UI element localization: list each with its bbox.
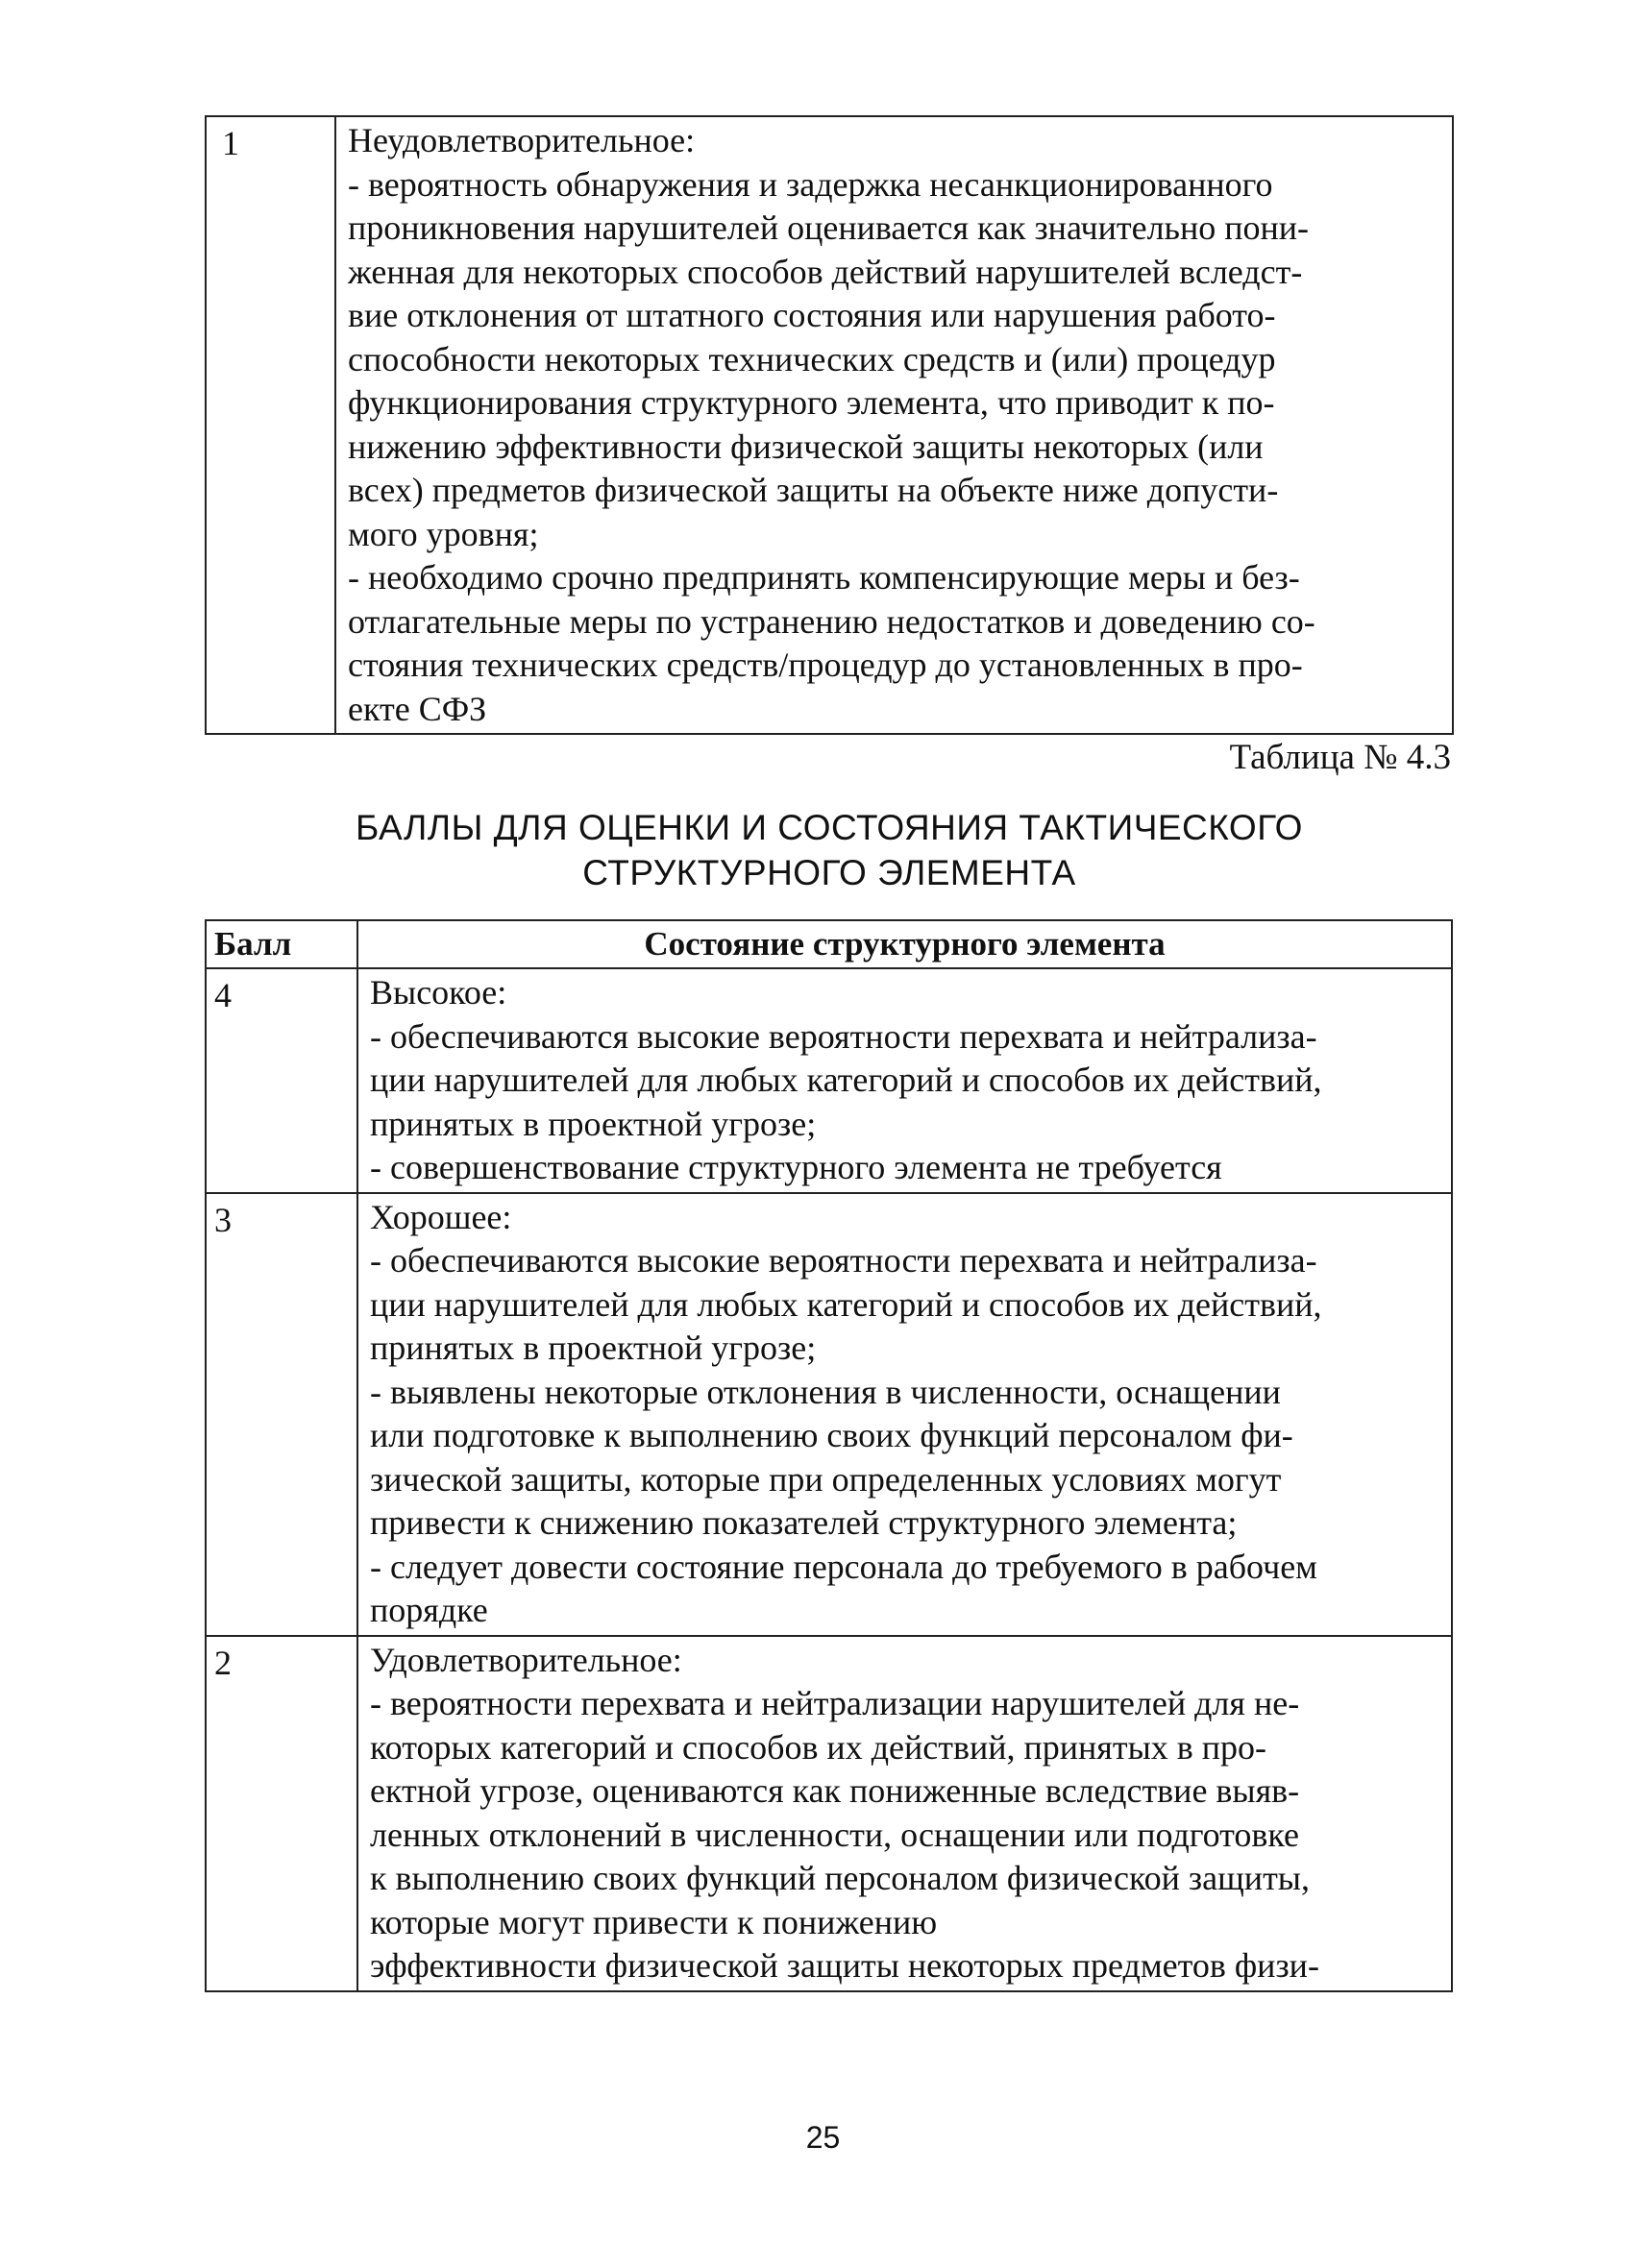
table-row (206, 1636, 1452, 1991)
table-row (206, 968, 1452, 1193)
description-line: к выполнению своих функций персоналом физической защиты, (370, 1859, 1310, 1897)
description-line: - необходимо срочно предпринять компенсирующие меры и без- (348, 558, 1300, 597)
title-line: БАЛЛЫ ДЛЯ ОЦЕНКИ И СОСТОЯНИЯ ТАКТИЧЕСКОГО (356, 808, 1303, 847)
table-row (206, 1193, 1452, 1636)
table-caption: Таблица № 4.3 (1229, 738, 1451, 777)
score-cell: 4 (206, 968, 357, 1193)
description-line: всех) предметов физической защиты на объекте ниже допусти- (348, 471, 1279, 509)
description-line: способности некоторых технических средств и (или) процедур (348, 339, 1276, 378)
state-description-cell (357, 968, 1452, 1193)
description-line: принятых в проектной угрозе; (370, 1329, 817, 1367)
description-line: стояния технических средств/процедур до установленных в про- (348, 646, 1303, 684)
description-line: - вероятность обнаружения и задержка несанкционированного (348, 164, 1273, 204)
description-line: нижению эффективности физической защиты некоторых (или (348, 427, 1264, 466)
description-line: ектной угрозе, оцениваются как пониженные вследствие выяв- (370, 1771, 1300, 1810)
description-line: ленных отклонений в численности, оснащении или подготовке (370, 1815, 1299, 1854)
description-line: ции нарушителей для любых категорий и способов их действий, (370, 1061, 1322, 1099)
description-line: отлагательные меры по устранению недостатков и доведению со- (348, 601, 1315, 641)
description-line: екте СФЗ (348, 689, 487, 728)
description-line: - обеспечиваются высокие вероятности перехвата и нейтрализа- (370, 1241, 1317, 1280)
score-cell: 1 (206, 116, 335, 734)
description-line: зической защиты, которые при определенных условиях могут (370, 1459, 1282, 1499)
description-line: ции нарушителей для любых категорий и способов их действий, (370, 1284, 1322, 1324)
description-line: порядке (370, 1591, 488, 1629)
description-line: Неудовлетворительное: (348, 121, 696, 159)
description-line: эффективности физической защиты некоторых предметов физи- (370, 1946, 1319, 1985)
description-line: - обеспечиваются высокие вероятности перехвата и нейтрализа- (370, 1016, 1317, 1056)
description-line: Хорошее: (370, 1197, 512, 1236)
description-line: - вероятности перехвата и нейтрализации нарушителей для не- (370, 1684, 1300, 1722)
column-header-score: Балл (206, 920, 357, 968)
description-line: принятых в проектной угрозе; (370, 1104, 817, 1143)
title-line: СТРУКТУРНОГО ЭЛЕМЕНТА (582, 853, 1076, 892)
description-line: проникновения нарушителей оценивается как значительно пони- (348, 208, 1310, 247)
description-line: функционирования структурного элемента, что приводит к по- (348, 383, 1275, 422)
description-line: которых категорий и способов их действий, принятых в про- (370, 1727, 1267, 1767)
column-header-state: Состояние структурного элемента (357, 920, 1452, 968)
score-table (205, 919, 1453, 1992)
description-line: вие отклонения от штатного состояния или нарушения работо- (348, 296, 1276, 334)
top-table (205, 115, 1454, 735)
score-cell: 3 (206, 1193, 357, 1636)
description-line: которые могут привести к понижению (370, 1902, 938, 1941)
table-title (205, 805, 1454, 895)
description-line: женная для некоторых способов действий нарушителей вследст- (348, 252, 1303, 291)
state-description-cell (335, 116, 1453, 734)
page-number: 25 (805, 2120, 841, 2155)
description-line: или подготовке к выполнению своих функций персоналом фи- (370, 1416, 1293, 1454)
description-line: мого уровня; (348, 514, 539, 553)
description-line: - выявлены некоторые отклонения в численности, оснащении (370, 1372, 1281, 1411)
header-row (206, 920, 1452, 968)
table-row (206, 116, 1453, 734)
description-line: Удовлетворительное: (370, 1640, 682, 1679)
description-line: привести к снижению показателей структурного элемента; (370, 1503, 1238, 1542)
state-description-cell (357, 1193, 1452, 1636)
description-line: - совершенствование структурного элемента не требуется (370, 1148, 1222, 1186)
state-description-cell (357, 1636, 1452, 1991)
score-cell: 2 (206, 1636, 357, 1991)
description-line: - следует довести состояние персонала до требуемого в рабочем (370, 1547, 1317, 1586)
description-line: Высокое: (370, 973, 507, 1012)
